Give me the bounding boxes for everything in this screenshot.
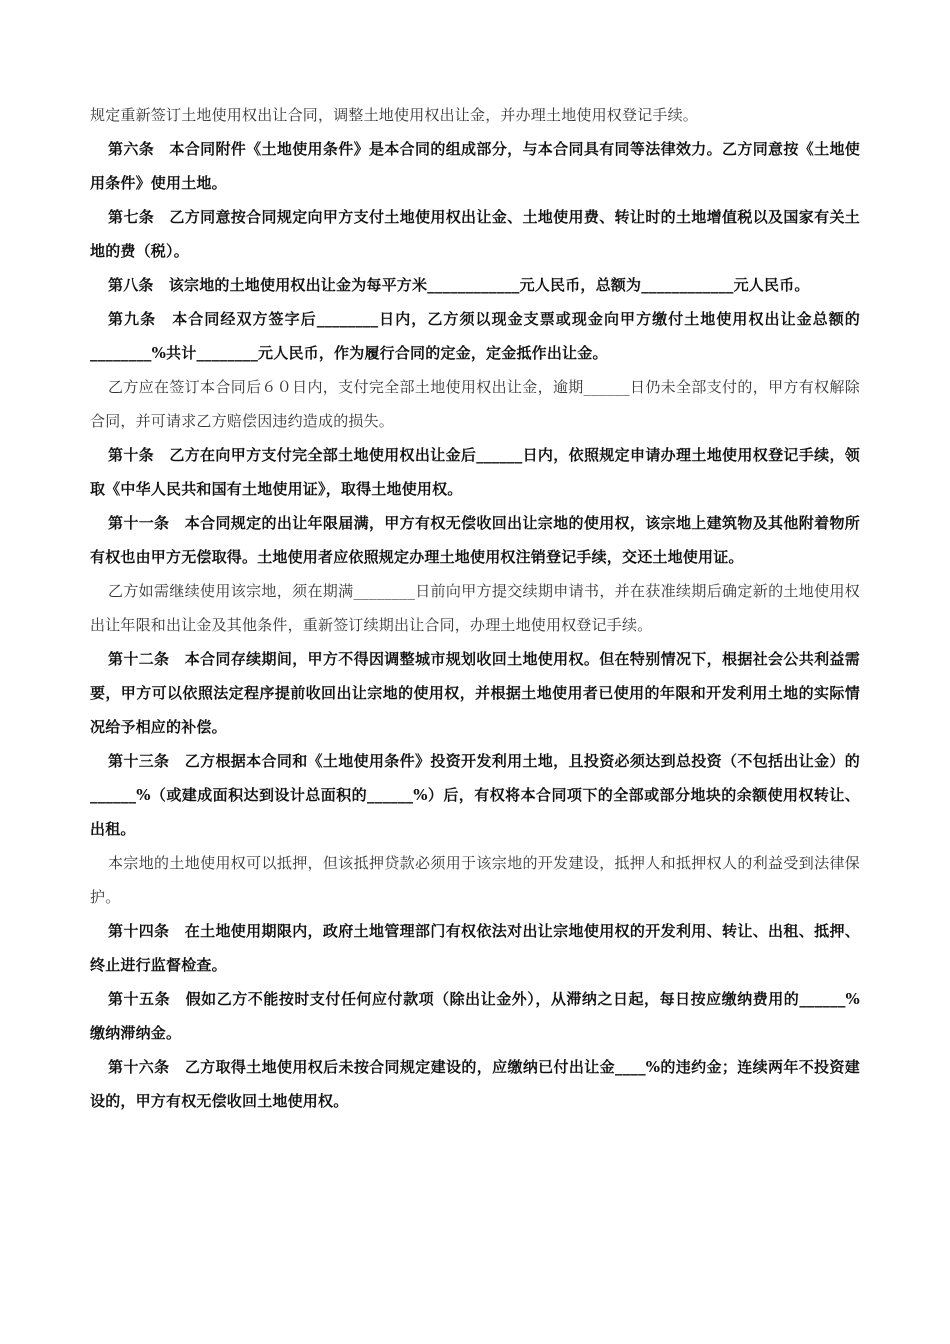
article-13: 第十三条 乙方根据本合同和《土地使用条件》投资开发利用土地，且投资必须达到总投资（不包括出让金）的______%（或建成面积达到设计总面积的______%）后，有权将本合同项下的全部或部分地块的余额使用权转让、出租。: [90, 752, 860, 838]
article-8: 第八条 该宗地的土地使用权出让金为每平方米____________元人民币，总额为____________元人民币。: [108, 276, 810, 294]
article-6: 第六条 本合同附件《土地使用条件》是本合同的组成部分，与本合同具有同等法律效力。乙方同意按《土地使用条件》使用土地。: [90, 140, 860, 192]
article-13-clause-2: 本宗地的土地使用权可以抵押，但该抵押贷款必须用于该宗地的开发建设，抵押人和抵押权人的利益受到法律保护。: [90, 854, 860, 906]
article-14: 第十四条 在土地使用期限内，政府土地管理部门有权依法对出让宗地使用权的开发利用、转让、出租、抵押、终止进行监督检查。: [90, 922, 860, 974]
article-15: 第十五条 假如乙方不能按时支付任何应付款项（除出让金外），从滞纳之日起，每日按应缴纳费用的______%缴纳滞纳金。: [90, 990, 860, 1042]
article-11-clause-2: 乙方如需继续使用该宗地，须在期满________日前向甲方提交续期申请书，并在获准续期后确定新的土地使用权出让年限和出让金及其他条件，重新签订续期出让合同，办理土地使用权登记手续。: [90, 582, 860, 634]
article-16: 第十六条 乙方取得土地使用权后未按合同规定建设的，应缴纳已付出让金____%的违约金；连续两年不投资建设的，甲方有权无偿收回土地使用权。: [90, 1058, 860, 1110]
contract-body: [90, 98, 860, 1118]
article-9-clause-2: 乙方应在签订本合同后６０日内，支付完全部土地使用权出让金，逾期______日仍未全部支付的，甲方有权解除合同，并可请求乙方赔偿因违约造成的损失。: [90, 378, 860, 430]
article-7: 第七条 乙方同意按合同规定向甲方支付土地使用权出让金、土地使用费、转让时的土地增值税以及国家有关土地的费（税）。: [90, 208, 860, 260]
article-12: 第十二条 本合同存续期间，甲方不得因调整城市规划收回土地使用权。但在特别情况下，根据社会公共利益需要，甲方可以依照法定程序提前收回出让宗地的使用权，并根据土地使用者已使用的年限和开发利用土地的实际情况给予相应的补偿。: [90, 650, 860, 736]
article-10: 第十条 乙方在向甲方支付完全部土地使用权出让金后______日内，依照规定申请办理土地使用权登记手续，领取《中华人民共和国有土地使用证》，取得土地使用权。: [90, 446, 860, 498]
paragraph-continuation: 规定重新签订土地使用权出让合同，调整土地使用权出让金，并办理土地使用权登记手续。: [90, 106, 699, 124]
article-11: 第十一条 本合同规定的出让年限届满，甲方有权无偿收回出让宗地的使用权，该宗地上建筑物及其他附着物所有权也由甲方无偿取得。土地使用者应依照规定办理土地使用权注销登记手续，交还土地使用证。: [90, 514, 860, 566]
article-9: 第九条 本合同经双方签字后________日内，乙方须以现金支票或现金向甲方缴付土地使用权出让金总额的________%共计________元人民币，作为履行合同的定金，定金抵作出让金。: [90, 310, 860, 362]
